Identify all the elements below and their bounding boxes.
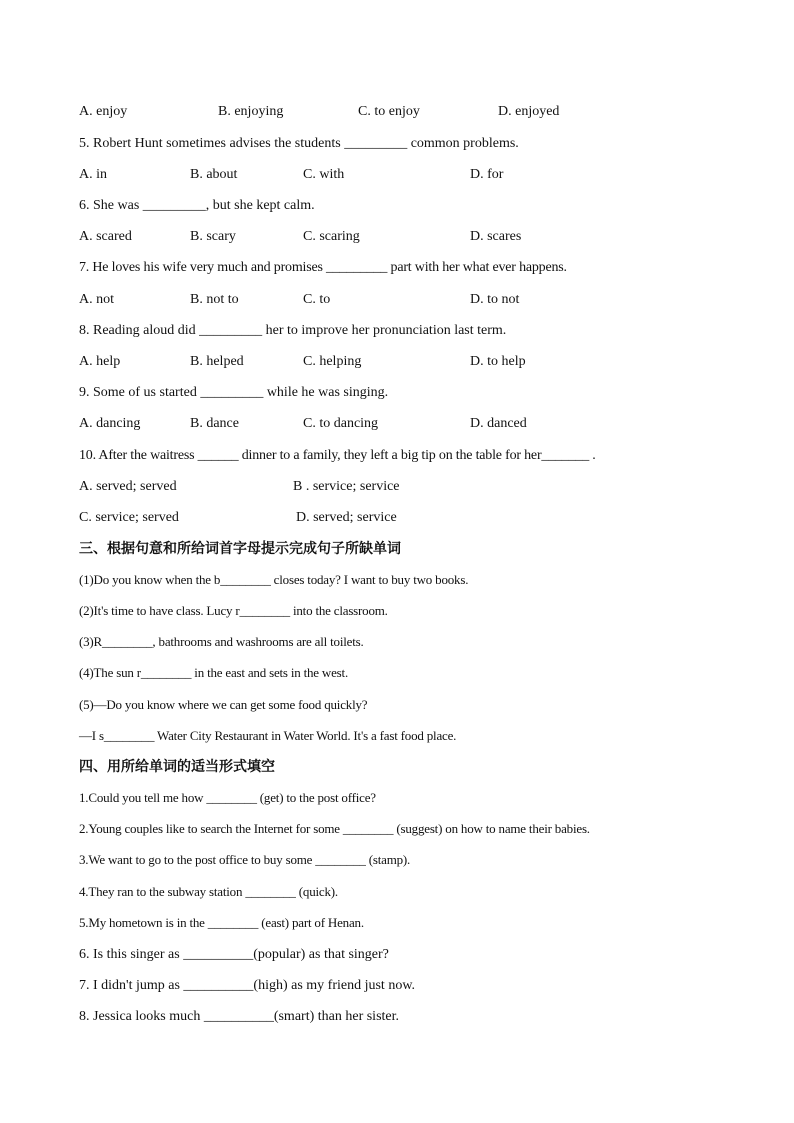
section4-title: 四、用所给单词的适当形式填空 [79,759,275,775]
q5-option-c: C. with [303,167,345,182]
q5-stem: 5. Robert Hunt sometimes advises the students _________ common problems. [79,136,519,151]
q10-option-b: B . service; service [293,479,400,494]
section3-item-1: (1)Do you know when the b________ closes today? I want to buy two books. [79,572,469,587]
q10-stem: 10. After the waitress ______ dinner to a family, they left a big tip on the table for her_______ . [79,448,596,463]
section4-item-8: 8. Jessica looks much __________(smart) than her sister. [79,1009,400,1024]
q5-option-d: D. for [470,167,504,182]
section4-item-7: 7. I didn't jump as __________(high) as my friend just now. [79,978,416,993]
q4-option-a: A. enjoy [79,104,128,119]
section3-item-3: (3)R________, bathrooms and washrooms are all toilets. [79,634,364,649]
q7-option-c: C. to [303,292,331,307]
q9-option-a: A. dancing [79,416,141,431]
q4-option-c: C. to enjoy [358,104,420,119]
section4-item-3: 3.We want to go to the post office to buy some ________ (stamp). [79,852,411,867]
q7-option-b: B. not to [190,292,239,307]
q10-option-d: D. served; service [296,510,397,525]
q7-option-d: D. to not [470,292,520,307]
q6-option-a: A. scared [79,229,132,244]
q9-option-d: D. danced [470,416,527,431]
q7-stem: 7. He loves his wife very much and promises _________ part with her what ever happens. [79,260,567,275]
section3-title: 三、根据句意和所给词首字母提示完成句子所缺单词 [79,541,401,557]
section3-item-5-answer: —I s________ Water City Restaurant in Water World. It's a fast food place. [79,728,457,743]
q5-option-b: B. about [190,167,238,182]
q8-option-d: D. to help [470,354,526,369]
q5-option-a: A. in [79,167,107,182]
section3-item-4: (4)The sun r________ in the east and sets in the west. [79,665,349,680]
q8-option-b: B. helped [190,354,244,369]
section4-item-4: 4.They ran to the subway station ________ (quick). [79,884,338,899]
q10-option-c: C. service; served [79,510,179,525]
q9-stem: 9. Some of us started _________ while he was singing. [79,385,389,400]
q8-stem: 8. Reading aloud did _________ her to improve her pronunciation last term. [79,323,507,338]
section4-item-2: 2.Young couples like to search the Internet for some ________ (suggest) on how to name their babies. [79,821,590,836]
q4-option-b: B. enjoying [218,104,284,119]
q10-option-a: A. served; served [79,479,177,494]
q6-option-d: D. scares [470,229,522,244]
section4-item-1: 1.Could you tell me how ________ (get) to the post office? [79,790,376,805]
q6-stem: 6. She was _________, but she kept calm. [79,198,315,213]
section4-item-5: 5.My hometown is in the ________ (east) part of Henan. [79,915,364,930]
q8-option-c: C. helping [303,354,362,369]
section4-item-6: 6. Is this singer as __________(popular) as that singer? [79,947,389,962]
q9-option-c: C. to dancing [303,416,379,431]
q7-option-a: A. not [79,292,114,307]
section3-item-5: (5)—Do you know where we can get some food quickly? [79,697,368,712]
section3-item-2: (2)It's time to have class. Lucy r________ into the classroom. [79,603,388,618]
q6-option-c: C. scaring [303,229,360,244]
q4-option-d: D. enjoyed [498,104,560,119]
q6-option-b: B. scary [190,229,236,244]
q8-option-a: A. help [79,354,121,369]
q9-option-b: B. dance [190,416,239,431]
